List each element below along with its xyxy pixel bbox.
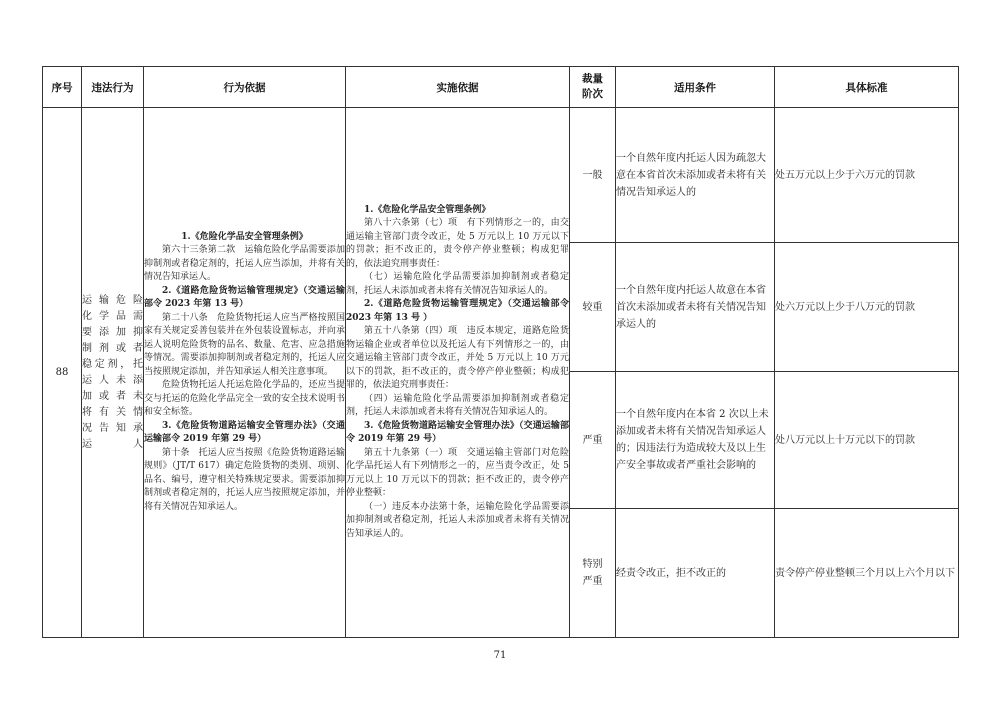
- violation-line: 况告知承: [82, 422, 143, 434]
- violation-line: 化学品需: [82, 310, 143, 322]
- impl-heading: 2.《道路危险货物运输管理规定》（交通运输部令 2023 年第 13 号 ）: [346, 299, 569, 323]
- tier-standard: 责令停产停业整顿三个月以上六个月以下: [775, 509, 959, 638]
- basis-heading: 1.《危险化学品安全管理条例》: [181, 231, 308, 242]
- tier-standard: 处六万元以上少于八万元的罚款: [775, 243, 959, 372]
- tier-level: [570, 509, 616, 638]
- basis-cell: [144, 108, 346, 638]
- penalty-standard-table: [42, 66, 959, 638]
- violation-cell: [82, 108, 144, 638]
- basis-paragraph: 第十条 托运人应当按照《危险货物道路运输规则》（JT/T 617）确定危险货物的类别、项别、品名、编号，遵守相关特殊规定要求。需要添加抑制剂或者稳定剂的，托运人应当按照规定添加，并将有关情况告知承运人。: [144, 447, 345, 512]
- header-condition: 适用条件: [616, 67, 775, 108]
- tier-level: 严重: [570, 372, 616, 509]
- impl-paragraph: （四）运输危险化学品需要添加抑制剂或者稳定剂，托运人未添加或者未将有关情况告知承运人的。: [346, 393, 569, 418]
- violation-line: 要添加抑: [82, 326, 143, 338]
- header-implementation: 实施依据: [346, 67, 570, 108]
- basis-paragraph: 第二十八条 危险货物托运人应当严格按照国家有关规定妥善包装并在外包装设置标志，并向承运人说明危险货物的品名、数量、危害、应急措施等情况。需要添加抑制剂或者稳定剂的，托运人应当按照规定添加，并告知承运人相关注意事项。: [144, 312, 345, 377]
- violation-line: 运人: [82, 438, 143, 450]
- header-basis: 行为依据: [144, 67, 346, 108]
- tier-condition: 经责令改正，拒不改正的: [616, 509, 775, 638]
- header-level-line2: 阶次: [582, 88, 603, 100]
- violation-line: 运输危险: [82, 294, 143, 306]
- tier-standard: 处八万元以上十万元以下的罚款: [775, 372, 959, 509]
- basis-paragraph: 第六十三条第二款 运输危险化学品需要添加抑制剂或者稳定剂的，托运人应当添加，并将有关情况告知承运人。: [144, 245, 345, 283]
- header-level-line1: 裁量: [582, 73, 603, 85]
- violation-line: 运人未添: [82, 374, 143, 386]
- tier-standard: 处五万元以上少于六万元的罚款: [775, 108, 959, 243]
- violation-line: 加或者未: [82, 390, 143, 402]
- basis-paragraph: 危险货物托运人托运危险化学品的，还应当提交与托运的危险化学品完全一致的安全技术说明书和安全标签。: [144, 380, 345, 418]
- impl-paragraph: 第八十六条第（七）项 有下列情形之一的，由交通运输主管部门责令改正，处 5 万元以上 10 万元以下的罚款；拒不改正的，责令停产停业整顿；构成犯罪的，依法追究刑事责任：: [346, 218, 569, 269]
- impl-paragraph: 第五十八条第（四）项 违反本规定，道路危险货物运输企业或者单位以及托运人有下列情形之一的，由交通运输主管部门责令改正，并处 5 万元以上 10 万元以下的罚款，拒不改正的，责令停产停业整顿；构成犯罪的，依法追究刑事责任：: [346, 326, 569, 391]
- header-level: [570, 67, 616, 108]
- tier-level-line2: 严重: [582, 576, 603, 587]
- violation-line: 将有关情: [82, 406, 143, 418]
- row-seq: 88: [43, 108, 82, 638]
- tier-level-line1: 特别: [582, 559, 603, 570]
- impl-heading: 1.《危险化学品安全管理条例》: [364, 204, 491, 215]
- implementation-cell: [346, 108, 570, 638]
- tier-condition: 一个自然年度内在本省 2 次以上未添加或者未将有关情况告知承运人的；因违法行为造成较大及以上生产安全事故或者严重社会影响的: [616, 372, 775, 509]
- violation-line: 稳定剂，托: [82, 358, 143, 370]
- violation-line: 制剂或者: [82, 342, 143, 354]
- tier-condition: 一个自然年度内托运人因为疏忽大意在本省首次未添加或者未将有关情况告知承运人的: [616, 108, 775, 243]
- impl-paragraph: （一）违反本办法第十条，运输危险化学品需要添加抑制剂或者稳定剂，托运人未添加或者未将有关情况告知承运人的。: [346, 501, 569, 539]
- impl-paragraph: 第五十九条第（一）项 交通运输主管部门对危险化学品托运人有下列情形之一的，应当责令改正，处 5 万元以上 10 万元以下的罚款；拒不改正的，责令停产停业整顿：: [346, 447, 569, 499]
- header-seq: 序号: [43, 67, 82, 108]
- tier-level: 一般: [570, 108, 616, 243]
- basis-heading: 3.《危险货物道路运输安全管理办法》（交通运输部令 2019 年第 29 号）: [144, 420, 345, 445]
- tier-condition: 一个自然年度内托运人故意在本省首次未添加或者未将有关情况告知承运人的: [616, 243, 775, 372]
- table-row: [43, 108, 959, 243]
- impl-heading: 3.《危险货物道路运输安全管理办法》（交通运输部令 2019 年第 29 号）: [346, 420, 569, 445]
- impl-paragraph: （七）运输危险化学品需要添加抑制剂或者稳定剂，托运人未添加或者未将有关情况告知承运人的。: [346, 272, 569, 296]
- tier-level: 较重: [570, 243, 616, 372]
- header-standard: 具体标准: [775, 67, 959, 108]
- header-violation: 违法行为: [82, 67, 144, 108]
- header-row: [43, 67, 959, 108]
- page-number: 71: [493, 650, 507, 661]
- basis-heading: 2.《道路危险货物运输管理规定》（交通运输部令 2023 年第 13 号）: [144, 285, 345, 310]
